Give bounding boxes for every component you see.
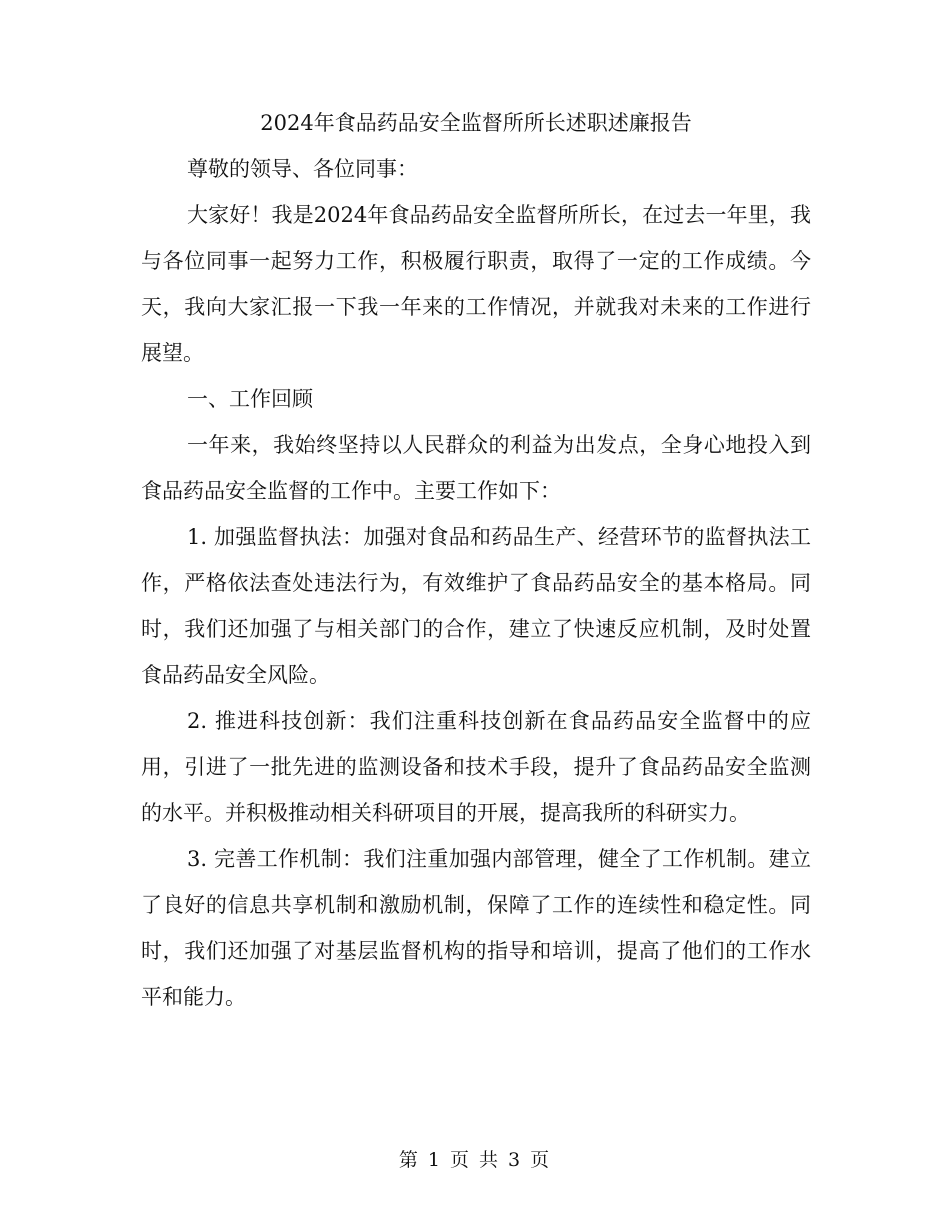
list-item: 2. 推进科技创新：我们注重科技创新在食品药品安全监督中的应用，引进了一批先进的监测设备和技术手段，提升了食品药品安全监测的水平。并积极推动相关科研项目的开展，提高我所的科研实力。 — [141, 709, 811, 825]
document-body — [141, 100, 811, 1020]
list-item: 3. 完善工作机制：我们注重加强内部管理，健全了工作机制。建立了良好的信息共享机制和激励机制，保障了工作的连续性和稳定性。同时，我们还加强了对基层监督机构的指导和培训，提高了他们的工作水平和能力。 — [141, 847, 811, 1009]
page-number: 第 1 页 共 3 页 — [398, 1149, 552, 1171]
document-title: 2024年食品药品安全监督所所长述职述廉报告 — [260, 111, 692, 135]
opening-paragraph: 大家好！我是2024年食品药品安全监督所所长，在过去一年里，我与各位同事一起努力工作，积极履行职责，取得了一定的工作成绩。今天，我向大家汇报一下我一年来的工作情况，并就我对未来的工作进行展望。 — [141, 203, 811, 365]
section-heading: 一、工作回顾 — [187, 387, 313, 411]
body-paragraph: 一年来，我始终坚持以人民群众的利益为出发点，全身心地投入到食品药品安全监督的工作中。主要工作如下： — [141, 433, 811, 503]
salutation: 尊敬的领导、各位同事： — [187, 157, 418, 181]
list-item: 1. 加强监督执法：加强对食品和药品生产、经营环节的监督执法工作，严格依法查处违法行为，有效维护了食品药品安全的基本格局。同时，我们还加强了与相关部门的合作，建立了快速反应机制，及时处置食品药品安全风险。 — [141, 525, 811, 687]
